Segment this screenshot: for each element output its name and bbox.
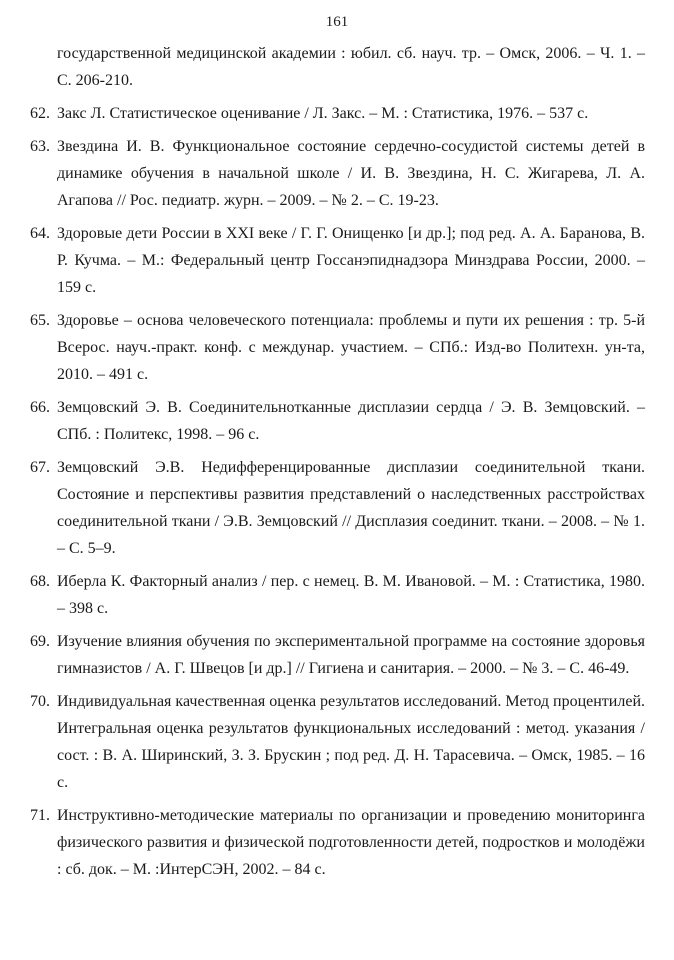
reference-item [0,40,674,94]
reference-number: 69. [30,633,50,650]
reference-item [0,802,674,883]
reference-item [0,133,674,214]
reference-text: Здоровье – основа человеческого потенциала: проблемы и пути их решения : тр. 5-й Всерос. науч.-практ. конф. с междунар. участием. – СПб.: Изд-во Политехн. ун-та, 2010. – 491 с. [57,312,645,383]
reference-number: 62. [30,105,50,122]
reference-text: Звездина И. В. Функциональное состояние сердечно-сосудистой системы детей в динамике обучения в начальной школе / И. В. Звездина, Н. С. Жигарева, Л. А. Агапова // Рос. педиатр. журн. – 2009. – № 2. – С. 19-23. [57,138,645,209]
reference-text: Здоровые дети России в XXI веке / Г. Г. Онищенко [и др.]; под ред. А. А. Баранова, В. Р. Кучма. – М.: Федеральный центр Госсанэпиднадзора Минздрава России, 2000. – 159 с. [57,225,645,296]
reference-number: 65. [30,312,50,329]
reference-list [0,40,674,889]
reference-number: 64. [30,225,50,242]
page-number: 161 [325,14,349,30]
reference-item [0,628,674,682]
reference-item [0,220,674,301]
reference-text: Иберла К. Факторный анализ / пер. с немец. В. М. Ивановой. – М. : Статистика, 1980. – 398 с. [57,573,645,617]
reference-text: Инструктивно-методические материалы по организации и проведению мониторинга физического развития и физической подготовленности детей, подростков и молодёжи : сб. док. – М. :ИнтерСЭН, 2002. – 84 с. [57,807,645,878]
reference-item [0,568,674,622]
reference-number: 68. [30,573,50,590]
reference-text: Земцовский Э.В. Недифференцированные дисплазии соединительной ткани. Состояние и перспективы развития представлений о наследственных расстройствах соединительной ткани / Э.В. Земцовский // Дисплазия соединит. ткани. – 2008. – № 1. – С. 5–9. [57,459,645,557]
reference-item [0,688,674,796]
reference-item [0,454,674,562]
reference-text: Изучение влияния обучения по экспериментальной программе на состояние здоровья гимназистов / А. Г. Швецов [и др.] // Гигиена и санитария. – 2000. – № 3. – С. 46-49. [57,633,645,677]
reference-item [0,100,674,127]
reference-text: Земцовский Э. В. Соединительнотканные дисплазии сердца / Э. В. Земцовский. – СПб. : Политекс, 1998. – 96 с. [57,399,645,443]
reference-number: 66. [30,399,50,416]
reference-number: 70. [30,693,50,710]
reference-text: Закс Л. Статистическое оценивание / Л. Закс. – М. : Статистика, 1976. – 537 с. [57,105,589,122]
reference-text: Индивидуальная качественная оценка результатов исследований. Метод процентилей. Интегральная оценка результатов функциональных исследований : метод. указания / сост. : В. А. Ширинский, З. З. Брускин ; под ред. Д. Н. Тарасевича. – Омск, 1985. – 16 с. [57,693,645,791]
reference-item [0,307,674,388]
reference-number: 67. [30,459,50,476]
reference-number: 63. [30,138,50,155]
reference-text: государственной медицинской академии : юбил. сб. науч. тр. – Омск, 2006. – Ч. 1. – С. 206-210. [57,45,645,89]
reference-item [0,394,674,448]
reference-number: 71. [30,807,50,824]
